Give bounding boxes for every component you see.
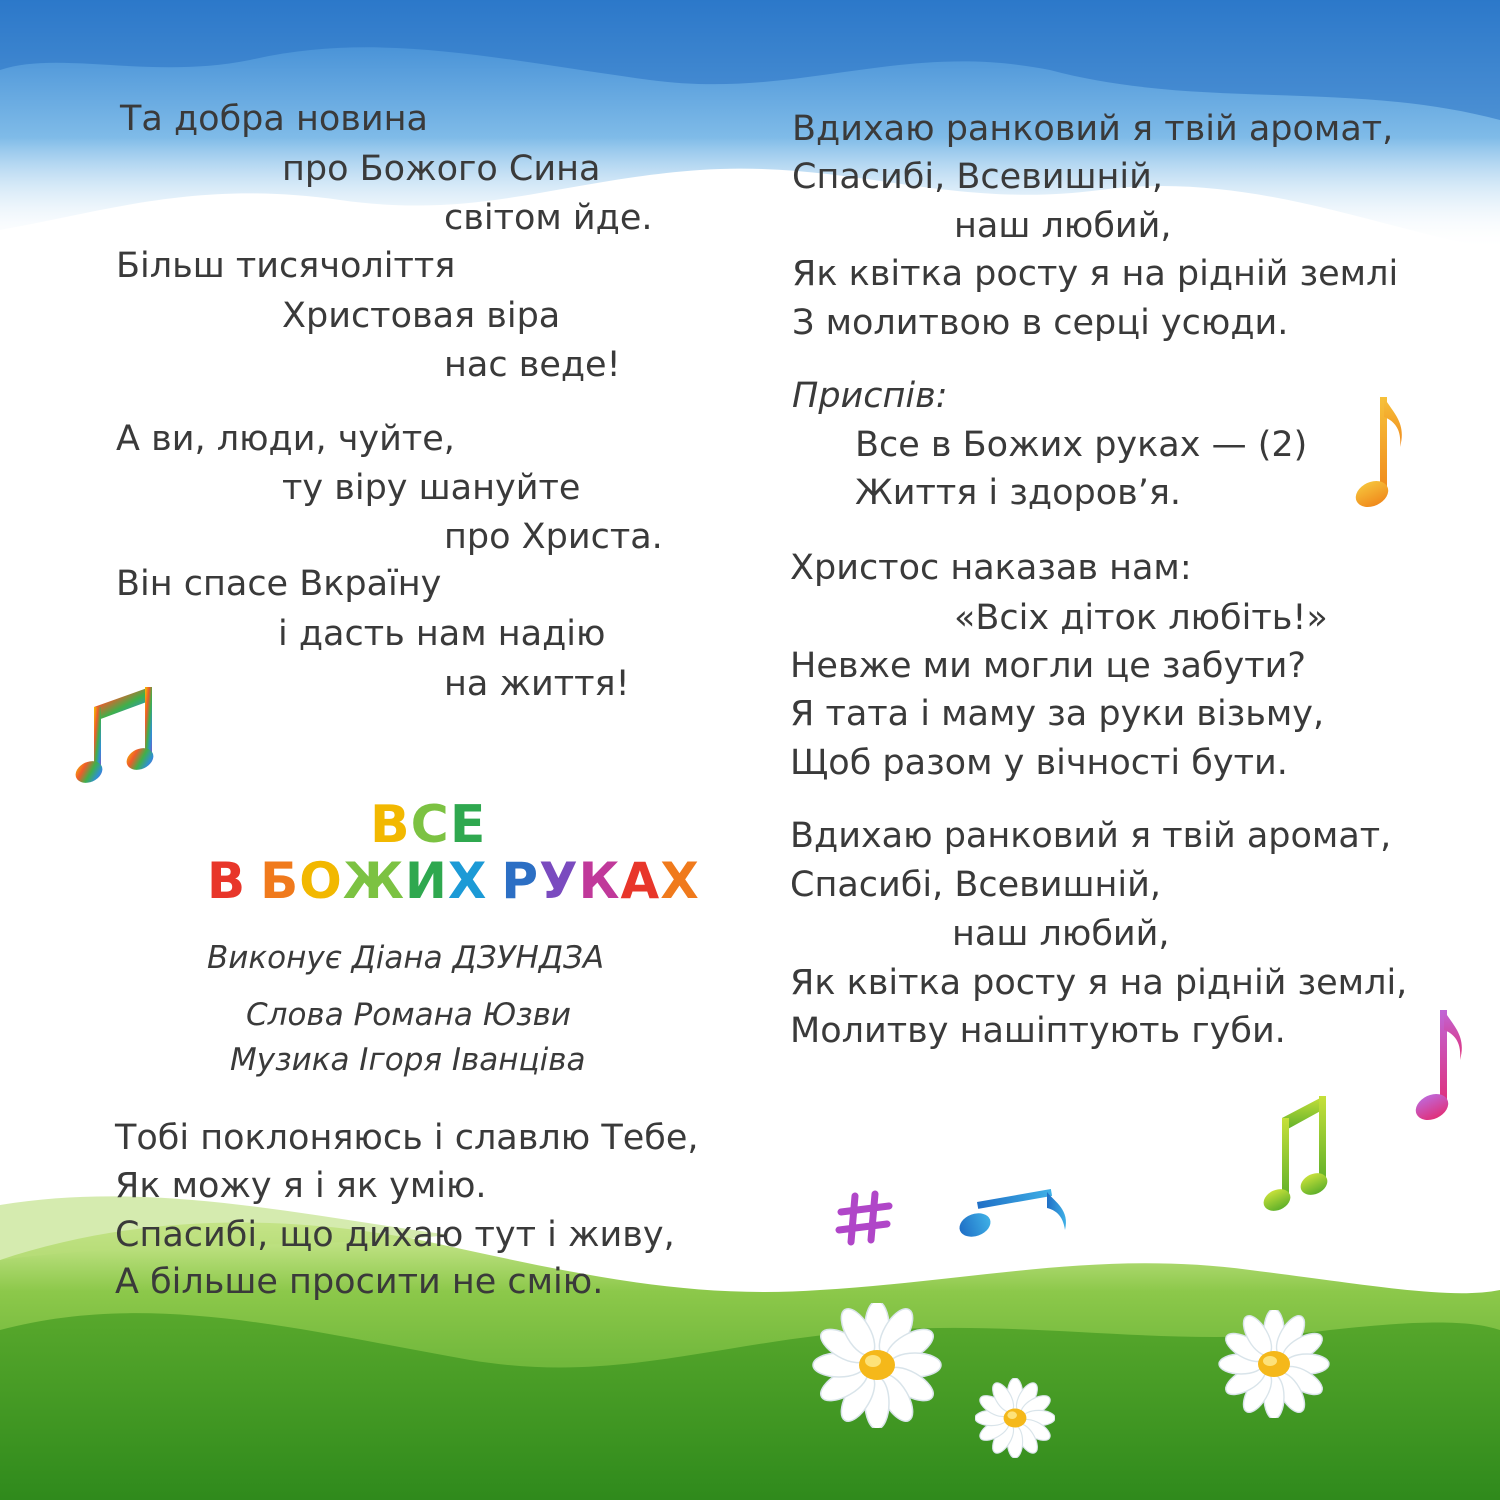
verse-line: на життя! [444,664,630,704]
verse-line: Тобі поклоняюсь і славлю Тебе, [115,1118,699,1158]
song-title-text: В БОЖИХ РУКАХ [207,852,700,910]
verse-line: А ви, люди, чуйте, [116,419,455,459]
song-title-line2 [207,852,700,910]
verse-line: Як квітка росту я на рідній землі [792,254,1399,294]
music-credit: Музика Ігоря Іванціва [230,1042,586,1078]
sharp-sign-icon [835,1188,895,1248]
blue-note-icon [955,1180,1075,1255]
verse-line: З молитвою в серці усюди. [792,303,1289,343]
verse-line: Вдихаю ранковий я твій аромат, [792,109,1394,149]
verse-line: про Христа. [444,517,663,557]
verse-line: Я тата і маму за руки візьму, [790,694,1325,734]
verse-line: Христовая віра [282,296,561,336]
rainbow-double-note-icon [72,682,167,792]
verse-line: наш любий, [952,914,1170,954]
verse-line: нас веде! [444,345,621,385]
song-title-line1 [370,795,486,855]
verse-line: Спасибі, Всевишній, [790,865,1161,905]
verse-line: Вдихаю ранковий я твій аромат, [790,816,1392,856]
lyrics-credit: Слова Романа Юзви [246,997,572,1033]
verse-line: Він спасе Вкраїну [116,564,442,604]
verse-line: ту віру шануйте [282,468,581,508]
verse-line: про Божого Сина [282,149,601,189]
chorus-line: Все в Божих руках — (2) [855,425,1308,465]
verse-line: світом йде. [444,198,653,238]
performer-credit: Виконує Діана ДЗУНДЗА [207,940,605,976]
verse-line: «Всіх діток любіть!» [954,598,1328,638]
daisy-icon [975,1378,1055,1458]
verse-line: Та добра новина [120,99,428,139]
verse-line: Більш тисячоліття [116,246,456,286]
green-double-note-icon [1262,1088,1342,1223]
song-title-text: ВСЕ [370,795,487,855]
verse-line: Щоб разом у вічності бути. [790,743,1288,783]
verse-line: Спасибі, що дихаю тут і живу, [115,1215,675,1255]
orange-note-icon [1352,392,1412,517]
chorus-line: Життя і здоров’я. [855,473,1182,513]
daisy-icon [1218,1310,1330,1418]
verse-line: Спасибі, Всевишній, [792,157,1163,197]
verse-line: Як квітка росту я на рідній землі, [790,963,1408,1003]
verse-line: Христос наказав нам: [790,548,1192,588]
verse-line: Як можу я і як умію. [115,1166,487,1206]
verse-line: і дасть нам надію [278,614,606,654]
verse-line: Молитву нашіптують губи. [790,1011,1286,1051]
verse-line: Невже ми могли це забути? [790,646,1306,686]
daisy-icon [812,1303,942,1428]
chorus-label: Приспів: [792,376,948,416]
verse-line: наш любий, [954,206,1172,246]
verse-line: А більше просити не смію. [115,1262,604,1302]
pink-note-icon [1412,1005,1472,1130]
